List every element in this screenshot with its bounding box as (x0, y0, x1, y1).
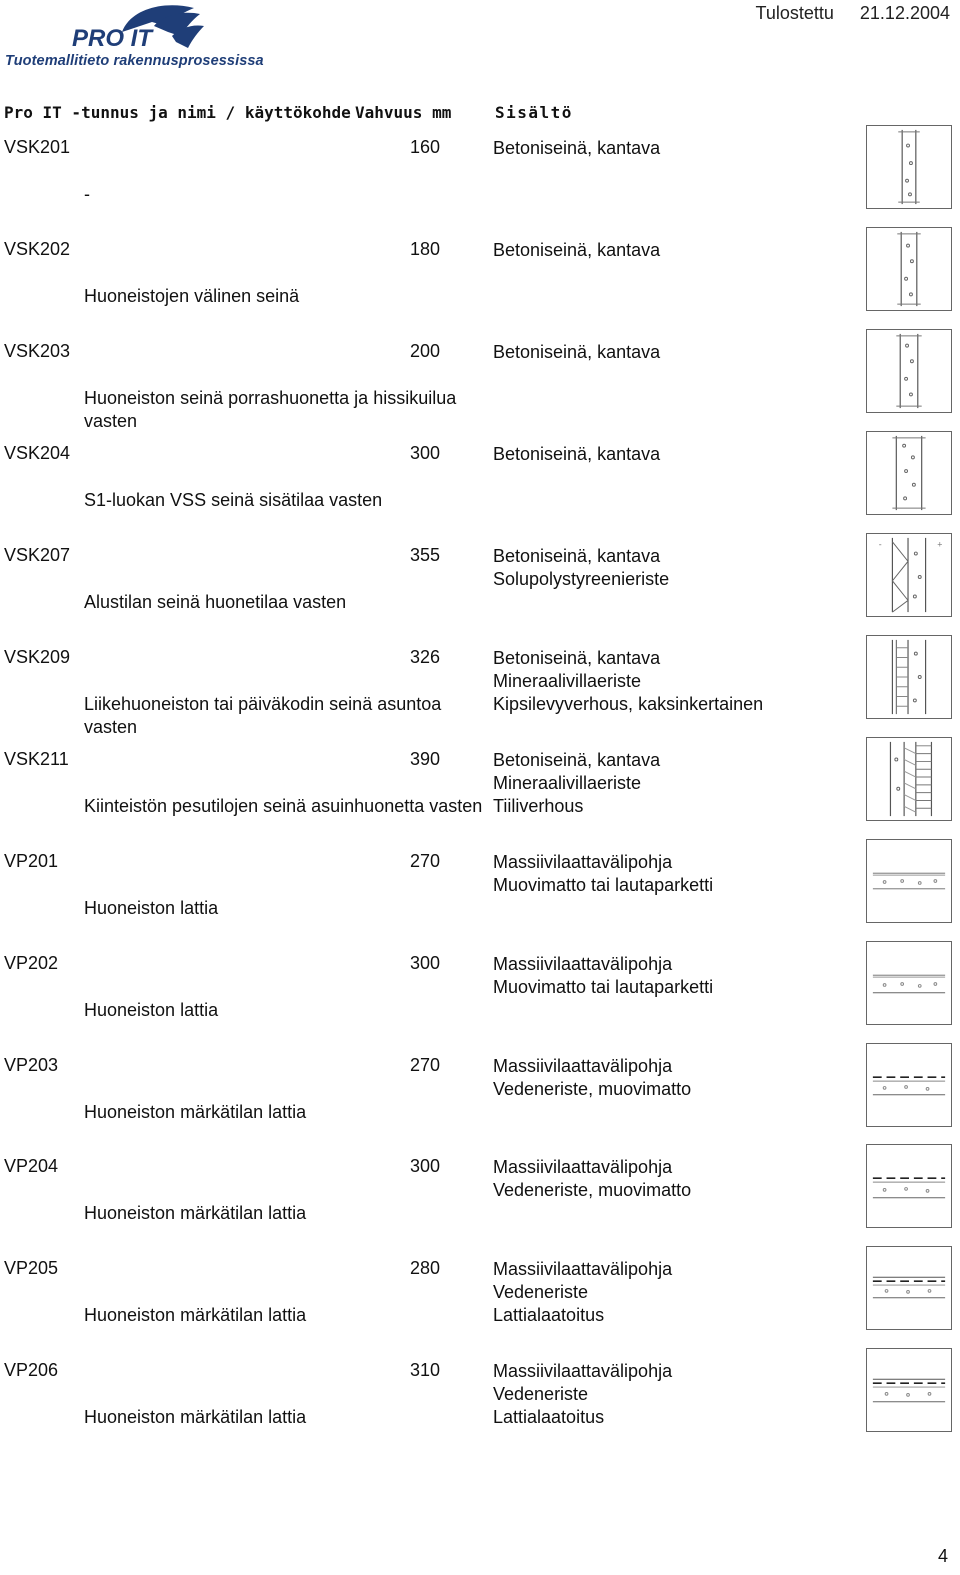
svg-text:-: - (878, 539, 882, 550)
content-line: Muovimatto tai lautaparketti (493, 875, 714, 895)
printed-label: Tulostettu (755, 3, 834, 23)
row-content (493, 1055, 833, 1101)
row-use: Huoneiston märkätilan lattia (84, 1407, 307, 1427)
content-line: Betoniseinä, kantava (493, 138, 661, 158)
row-use: Kiinteistön pesutilojen seinä asuinhuonetta vasten (84, 796, 483, 816)
row-thickness: 300 (410, 443, 441, 463)
content-line: Mineraalivillaeriste (493, 773, 642, 793)
content-line: Betoniseinä, kantava (493, 546, 661, 566)
content-line: Betoniseinä, kantava (493, 444, 661, 464)
row-code: VSK204 (4, 443, 71, 463)
row-code: VP203 (4, 1055, 59, 1075)
row-content (493, 341, 833, 364)
pro-it-logo (2, 2, 282, 70)
row-use: Huoneistojen välinen seinä (84, 286, 300, 306)
row-content (493, 953, 833, 999)
table-row (0, 749, 960, 851)
wall-concrete-icon (866, 227, 952, 311)
row-code: VSK211 (4, 749, 69, 769)
content-line: Kipsilevyverhous, kaksinkertainen (493, 694, 764, 714)
table-row (0, 239, 960, 341)
row-content (493, 749, 833, 818)
floor-tiled-icon (866, 1246, 952, 1330)
row-thickness: 300 (410, 1156, 441, 1176)
floor-slab-icon (866, 941, 952, 1025)
content-line: Massiivilaattavälipohja (493, 1157, 673, 1177)
row-thickness: 390 (410, 749, 441, 769)
row-code: VSK203 (4, 341, 71, 361)
row-content (493, 647, 833, 716)
content-line: Vedeneriste, muovimatto (493, 1180, 692, 1200)
content-line: Vedeneriste, muovimatto (493, 1079, 692, 1099)
content-line: Massiivilaattavälipohja (493, 1056, 673, 1076)
content-line: Massiivilaattavälipohja (493, 954, 673, 974)
table-row (0, 851, 960, 953)
row-code: VP201 (4, 851, 59, 871)
row-content (493, 1156, 833, 1202)
table-row (0, 647, 960, 749)
row-thickness: 280 (410, 1258, 441, 1278)
row-thickness: 310 (410, 1360, 441, 1380)
content-line: Massiivilaattavälipohja (493, 1361, 673, 1381)
content-line: Massiivilaattavälipohja (493, 1259, 673, 1279)
row-use: S1-luokan VSS seinä sisätilaa vasten (84, 490, 383, 510)
wall-concrete-icon (866, 431, 952, 515)
row-thickness: 160 (410, 137, 441, 157)
row-use: Huoneiston lattia (84, 898, 219, 918)
content-line: Mineraalivillaeriste (493, 671, 642, 691)
content-line: Lattialaatoitus (493, 1407, 605, 1427)
row-code: VSK202 (4, 239, 71, 259)
row-content (493, 239, 833, 262)
table-row (0, 953, 960, 1055)
row-use: Huoneiston märkätilan lattia (84, 1203, 307, 1223)
table-row (0, 1156, 960, 1258)
content-line: Vedeneriste (493, 1384, 589, 1404)
table-row (0, 341, 960, 443)
row-code: VP204 (4, 1156, 59, 1176)
logo-subtitle: Tuotemallitieto rakennusprosessissa (5, 53, 264, 69)
row-use: Huoneiston märkätilan lattia (84, 1305, 307, 1325)
content-line: Betoniseinä, kantava (493, 750, 661, 770)
table-row (0, 539, 960, 647)
row-code: VSK209 (4, 647, 71, 667)
row-thickness: 326 (410, 647, 441, 667)
row-code: VP206 (4, 1360, 59, 1380)
row-use: Liikehuoneiston tai päiväkodin seinä asuntoa vasten (84, 694, 442, 737)
row-thickness: 300 (410, 953, 441, 973)
content-line: Muovimatto tai lautaparketti (493, 977, 714, 997)
row-code: VP205 (4, 1258, 59, 1278)
row-content (493, 137, 833, 160)
row-code: VSK201 (4, 137, 71, 157)
wall-gypsum-icon (866, 635, 952, 719)
row-use: Huoneiston lattia (84, 1000, 219, 1020)
content-line: Lattialaatoitus (493, 1305, 605, 1325)
content-line: Solupolystyreenieriste (493, 569, 670, 589)
wall-brick-icon (866, 737, 952, 821)
print-info (756, 3, 950, 24)
table-row (0, 1258, 960, 1360)
table-row (0, 443, 960, 545)
row-thickness: 355 (410, 545, 441, 565)
row-thickness: 270 (410, 851, 441, 871)
column-header-thickness: Vahvuus mm (355, 103, 452, 122)
content-line: Vedeneriste (493, 1282, 589, 1302)
row-content (493, 1258, 833, 1327)
row-thickness: 180 (410, 239, 441, 259)
row-code: VP202 (4, 953, 59, 973)
wall-concrete-icon (866, 329, 952, 413)
row-content (493, 1360, 833, 1429)
logo-wordmark: PRO IT (72, 25, 153, 52)
content-line: Betoniseinä, kantava (493, 342, 661, 362)
wall-insulated-icon (866, 533, 952, 617)
row-content (493, 851, 833, 897)
content-line: Betoniseinä, kantava (493, 648, 661, 668)
row-thickness: 270 (410, 1055, 441, 1075)
pro-it-logo-mark (2, 2, 282, 54)
row-use: Huoneiston seinä porrashuonetta ja hissikuilua vasten (84, 388, 457, 431)
table-row (0, 137, 960, 239)
column-header-id-name-use: Pro IT -tunnus ja nimi / käyttökohde (4, 103, 351, 122)
row-content (493, 545, 833, 591)
row-code: VSK207 (4, 545, 71, 565)
content-line: Betoniseinä, kantava (493, 240, 661, 260)
floor-slab-icon (866, 839, 952, 923)
row-thickness: 200 (410, 341, 441, 361)
floor-wet-icon (866, 1043, 952, 1127)
row-use: Huoneiston märkätilan lattia (84, 1102, 307, 1122)
content-line: Massiivilaattavälipohja (493, 852, 673, 872)
floor-wet-icon (866, 1144, 952, 1228)
content-line: Tiiliverhous (493, 796, 584, 816)
table-row (0, 1055, 960, 1157)
column-header-content: Sisältö (495, 103, 573, 122)
floor-tiled-icon (866, 1348, 952, 1432)
page-number: 4 (937, 1546, 948, 1566)
printed-date: 21.12.2004 (859, 3, 950, 23)
row-use: Alustilan seinä huonetilaa vasten (84, 592, 347, 612)
table-row (0, 1360, 960, 1462)
row-content (493, 443, 833, 466)
row-use: - (84, 184, 90, 204)
wall-concrete-icon (866, 125, 952, 209)
svg-text:+: + (937, 539, 943, 550)
